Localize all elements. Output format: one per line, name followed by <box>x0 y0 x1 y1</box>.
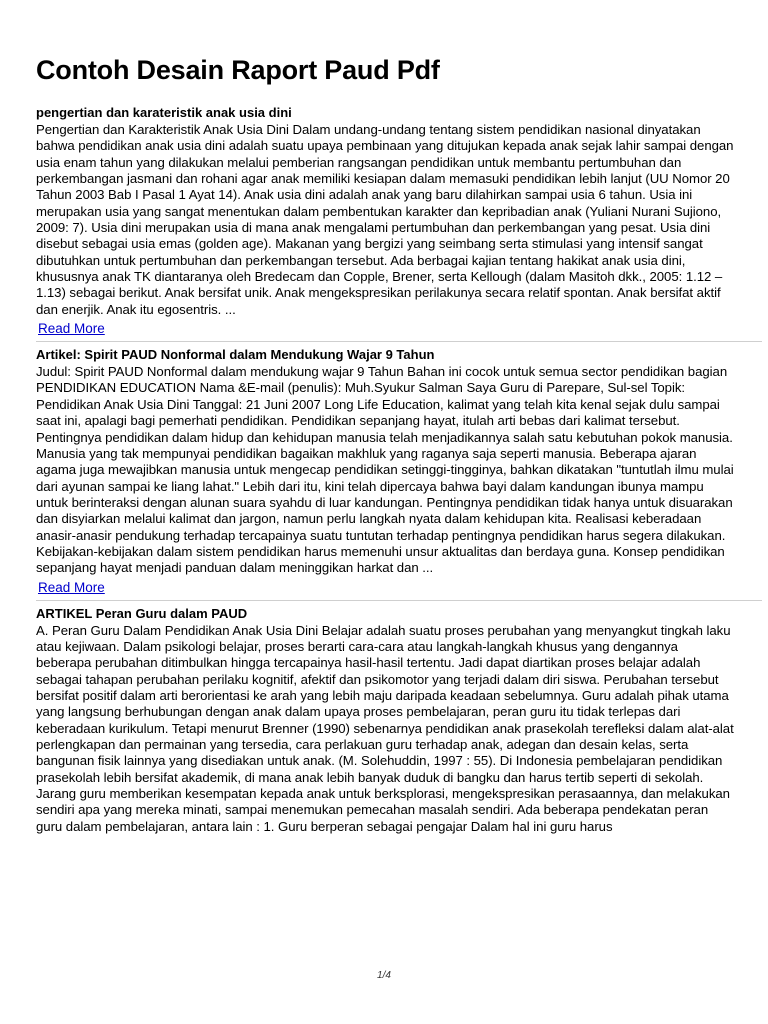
article-body: A. Peran Guru Dalam Pendidikan Anak Usia Dini Belajar adalah suatu proses perubahan yang menyangkut tingkah laku atau kejiwaan. Dalam psikologi belajar, proses berarti cara-cara atau langkah-langkah khusus yang dengannya beberapa perubahan ditimbulkan hingga tercapainya hasil-hasil tertentu. Jadi dapat diartikan proses belajar adalah sebagai tahapan perubahan perilaku kognitif, afektif dan psikomotor yang terjadi dalam diri siswa. Perubahan tersebut bersifat positif dalam arti berorientasi ke arah yang lebih maju daripada keadaan sebelumnya. Guru adalah pihak utama yang langsung berhubungan dengan anak dalam upaya proses pembelajaran, peran guru itu tidak terlepas dari keberadaan kurikulum. Tetapi menurut Brenner (1990) sebenarnya pendidikan anak prasekolah terefleksi dalam alat-alat perlengkapan dan permainan yang tersedia, cara perlakuan guru terhadap anak, adegan dan desain kelas, serta bangunan fisik lainnya yang disediakan untuk anak. (M. Solehuddin, 1997 : 55). Di Indonesia pembelajaran pendidikan prasekolah lebih bersifat akademik, di mana anak lebih banyak duduk di bangku dan harus tertib seperti di sekolah. Jarang guru memberikan kesempatan kepada anak untuk berksplorasi, mengekspresikan perasaannya, dan melakukan sendiri apa yang mereka minati, sampai menemukan pemecahan masalah sendiri. Ada beberapa pendekatan peran guru dalam pembelajaran, antara lain : 1. Guru berperan sebagai pengajar Dalam hal ini guru harus <box>36 622 734 834</box>
read-more-link[interactable]: Read More <box>38 321 105 337</box>
article-heading: pengertian dan karateristik anak usia dini <box>36 105 292 120</box>
article-divider <box>36 600 762 601</box>
document-page <box>36 0 736 835</box>
page-title: Contoh Desain Raport Paud Pdf <box>36 55 440 85</box>
article-body: Judul: Spirit PAUD Nonformal dalam mendukung wajar 9 Tahun Bahan ini cocok untuk semua sector pendidikan bagian PENDIDIKAN EDUCATION Nama &E-mail (penulis): Muh.Syukur Salman Saya Guru di Parepare, Sul-sel Topik: Pendidikan Anak Usia Dini Tanggal: 21 Juni 2007 Long Life Education, kalimat yang telah kita kenal sejak dulu sampai saat ini, apalagi bagi pemerhati pendidikan. Pendidikan sepanjang hayat, itulah arti bebas dari kalimat tersebut. Pentingnya pendidikan dalam hidup dan kehidupan manusia telah menjadikannya salah satu kebutuhan pokok manusia. Manusia yang tak mempunyai pendidikan bagaikan makhluk yang raganya saja seperti manusia. Beberapa ajaran agama juga mewajibkan manusia untuk mengecap pendidikan setinggi-tingginya, bahkan dikatakan "tuntutlah ilmu mulai dari ayunan sampai ke liang lahat." Lebih dari itu, kini telah dipercaya bahwa bayi dalam kandungan ibunya mampu untuk berinteraksi dengan alunan suara syahdu di luar kandungan. Pentingnya pendidikan tidak hanya untuk disuarakan dan disyiarkan melalui kalimat dan jargon, namun perlu langkah nyata dalam kehidupan kita. Realisasi keberadaan anasir-anasir pendukung terhadap tercapainya suatu tuntutan terhadap pentingnya pendidikan harus segera dilakukan. Kebijakan-kebijakan dalam sistem pendidikan harus memenuhi unsur aktualitas dan berdaya guna. Konsep pendidikan sepanjang hayat menjadi panduan dalam meninggikan harkat dan ... <box>36 364 734 576</box>
article-peran-guru <box>36 606 736 835</box>
article-heading: Artikel: Spirit PAUD Nonformal dalam Mendukung Wajar 9 Tahun <box>36 347 435 363</box>
page-number: 1/4 <box>377 970 391 981</box>
article-divider <box>36 341 762 342</box>
article-spirit-paud <box>36 347 736 600</box>
article-heading: ARTIKEL Peran Guru dalam PAUD <box>36 605 248 621</box>
read-more-link[interactable]: Read More <box>38 579 105 595</box>
article-body: Pengertian dan Karakteristik Anak Usia Dini Dalam undang-undang tentang sistem pendidikan nasional dinyatakan bahwa pendidikan anak usia dini adalah suatu upaya pembinaan yang ditujukan kepada anak sejak lahir sampai dengan usia enam tahun yang dilakukan melalui pemberian rangsangan pendidikan untuk membantu pertumbuhan dan perkembangan jasmani dan rohani agar anak memiliki kesiapan dalam memasuki pendidikan lebih lanjut (UU Nomor 20 Tahun 2003 Bab I Pasal 1 Ayat 14). Anak usia dini adalah anak yang baru dilahirkan sampai usia 6 tahun. Usia ini merupakan usia yang sangat menentukan dalam pembentukan karakter dan kepribadian anak (Yuliani Nurani Sujiono, 2009: 7). Usia dini merupakan usia di mana anak mengalami pertumbuhan dan perkembangan yang pesat. Usia dini disebut sebagai usia emas (golden age). Makanan yang bergizi yang seimbang serta stimulasi yang intensif sangat dibutuhkan untuk pertumbuhan dan perkembangan tersebut. Ada berbagai kajian tentang hakikat anak usia dini, khususnya anak TK diantaranya oleh Bredecam dan Copple, Brener, serta Kellough (dalam Masitoh dkk., 2005: 1.12 – 1.13) sebagai berikut. Anak bersifat unik. Anak mengekspresikan perilakunya secara relatif spontan. Anak bersifat aktif dan enerjik. Anak itu egosentris. ... <box>36 122 734 317</box>
article-karakteristik <box>36 105 736 342</box>
